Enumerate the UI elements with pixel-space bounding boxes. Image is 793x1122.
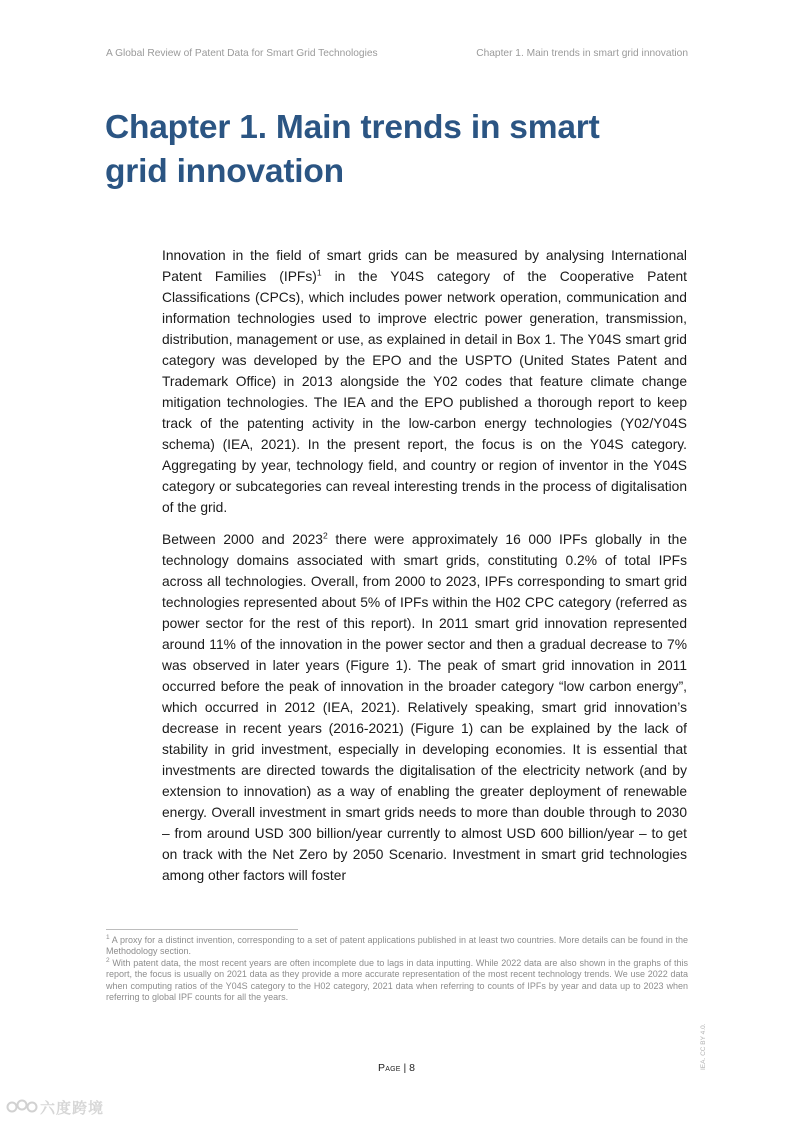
footnote-ref-2: 2 (322, 530, 328, 541)
footnote-2-text: With patent data, the most recent years are often incomplete due to lags in data inputting. While 2022 data are also shown in the graphs of this report, the focus is usually on 2021 data as they provide a more accurate representation of the most recent technology trends. We use 2022 data when computing ratios of the Y04S category to the H02 category, 2021 data when referring to counts of IPFs by year and data up to 2023 when referring to global IPF counts for all the years. (106, 957, 688, 1003)
footnote-1 (106, 935, 688, 958)
paragraph-1-text-a: Innovation in the field of smart grids can be measured by analysing International Patent Families (IPFs) (162, 248, 687, 284)
chapter-title-line2: grid innovation (105, 153, 344, 190)
paragraph-1 (162, 245, 687, 518)
page-separator: | (400, 1062, 410, 1074)
paragraph-2-text-a: Between 2000 and 2023 (162, 532, 323, 547)
footnotes (106, 935, 688, 1003)
body-text (162, 245, 687, 897)
license-notice: IEA. CC BY 4.0. (700, 1023, 707, 1070)
paragraph-2-text-b: there were approximately 16 000 IPFs globally in the technology domains associated with smart grids, constituting 0.2% of total IPFs across all technologies. Overall, from 2000 to 2023, IPFs corresponding to smart grid technologies represented about 5% of IPFs within the H02 CPC category (referred as power sector for the rest of this report). In 2011 smart grid innovation represented around 11% of the innovation in the power sector and then a gradual decrease to 7% was observed in later years (Figure 1). The peak of smart grid innovation in 2011 occurred before the peak of innovation in the broader category “low carbon energy”, which occurred in 2012 (IEA, 2021). Relatively speaking, smart grid innovation’s decrease in recent years (2016-2021) (Figure 1) can be explained by the lack of stability in grid investment, especially in developing economies. It is essential that investments are directed towards the digitalisation of the electricity network (and by extension to innovation) as a way of enabling the greater deployment of renewable energy. Overall investment in smart grids needs to more than double through to 2030 – from around USD 300 billion/year currently to almost USD 600 billion/year – to get on track with the Net Zero by 2050 Scenario. Investment in smart grid technologies among other factors will foster (162, 532, 687, 883)
footnote-1-number: 1 (106, 934, 110, 941)
footnote-2-number: 2 (106, 956, 110, 964)
chapter-title-line1: Chapter 1. Main trends in smart (105, 109, 600, 146)
paragraph-1-text-b: in the Y04S category of the Cooperative Patent Classifications (CPCs), which includes power network operation, communication and information technologies used to improve electric power generation, transmission, distribution, management or use, as explained in detail in Box 1. The Y04S smart grid category was developed by the EPO and the USPTO (United States Patent and Trademark Office) in 2013 alongside the Y02 codes that feature climate change mitigation technologies. The IEA and the EPO published a thorough report to keep track of the patenting activity in the low-carbon energy technologies (Y02/Y04S schema) (IEA, 2021). In the present report, the focus is on the Y04S category. Aggregating by year, technology field, and country or region of inventor in the Y04S category or subcategories can reveal interesting trends in the process of digitalisation of the grid. (162, 269, 687, 515)
watermark-icon (6, 1098, 38, 1116)
paragraph-2 (162, 529, 687, 886)
chapter-title (105, 106, 665, 194)
watermark-logo (6, 1096, 104, 1118)
page-label: Page (378, 1062, 401, 1074)
header-chapter-title: Chapter 1. Main trends in smart grid innovation (476, 48, 688, 59)
header-document-title: A Global Review of Patent Data for Smart Grid Technologies (106, 48, 378, 59)
page-number-value: 8 (409, 1062, 415, 1074)
footnote-2 (106, 958, 688, 1004)
footnote-divider (106, 929, 298, 930)
watermark-text: 六度跨境 (40, 1098, 105, 1117)
footnote-1-text: A proxy for a distinct invention, corresponding to a set of patent applications published in at least two countries. More details can be found in the Methodology section. (106, 935, 688, 957)
footnote-ref-1: 1 (316, 267, 322, 278)
page-number (0, 1062, 793, 1074)
